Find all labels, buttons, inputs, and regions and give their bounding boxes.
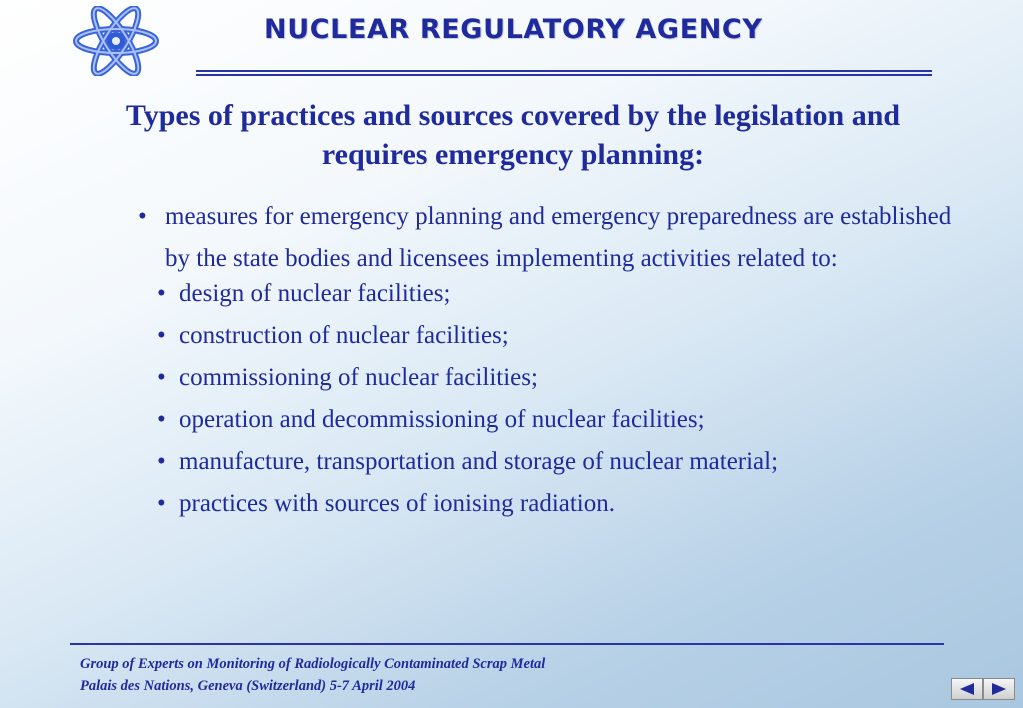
bullet-dot: • — [157, 406, 166, 433]
slide-navigation — [951, 678, 1015, 700]
footer-line-venue: Palais des Nations, Geneva (Switzerland) 5-7 April 2004 — [80, 678, 416, 694]
next-arrow-icon — [990, 682, 1008, 696]
previous-slide-button[interactable] — [951, 678, 983, 700]
agency-name: NUCLEAR REGULATORY AGENCY — [264, 14, 763, 45]
slide-title: Types of practices and sources covered by the legislation and requires emergency planning: — [125, 99, 901, 171]
sub-item-text: practices with sources of ionising radiation. — [179, 490, 615, 517]
sub-list-item — [138, 365, 958, 391]
footer-line-event: Group of Experts on Monitoring of Radiologically Contaminated Scrap Metal — [80, 656, 546, 672]
previous-arrow-icon — [958, 682, 976, 696]
bullet-dot: • — [157, 322, 166, 349]
footer — [80, 653, 545, 697]
sub-list-item — [138, 449, 958, 475]
content-list — [138, 196, 958, 533]
next-slide-button[interactable] — [983, 678, 1015, 700]
sub-item-text: operation and decommissioning of nuclear facilities; — [179, 406, 705, 433]
sub-item-text: construction of nuclear facilities; — [179, 322, 509, 349]
header-divider — [196, 70, 932, 76]
bullet-dot: • — [157, 280, 166, 307]
sub-list-item — [138, 491, 958, 517]
sub-item-text: design of nuclear facilities; — [179, 280, 451, 307]
bullet-dot: • — [138, 203, 147, 230]
sub-item-text: commissioning of nuclear facilities; — [179, 364, 538, 391]
main-bullet-item — [138, 196, 958, 517]
sub-list-item — [138, 323, 958, 349]
sub-list-item — [138, 407, 958, 433]
footer-divider — [70, 643, 944, 645]
main-item-text: measures for emergency planning and emergency preparedness are established by the state bodies and licensees implementing activities related to: — [165, 203, 952, 272]
bullet-dot: • — [157, 448, 166, 475]
bullet-dot: • — [157, 364, 166, 391]
atom-logo-icon — [68, 6, 164, 76]
sub-list-item — [138, 281, 958, 307]
sub-list — [157, 280, 958, 517]
bullet-dot: • — [157, 490, 166, 517]
sub-item-text: manufacture, transportation and storage of nuclear material; — [179, 448, 779, 475]
